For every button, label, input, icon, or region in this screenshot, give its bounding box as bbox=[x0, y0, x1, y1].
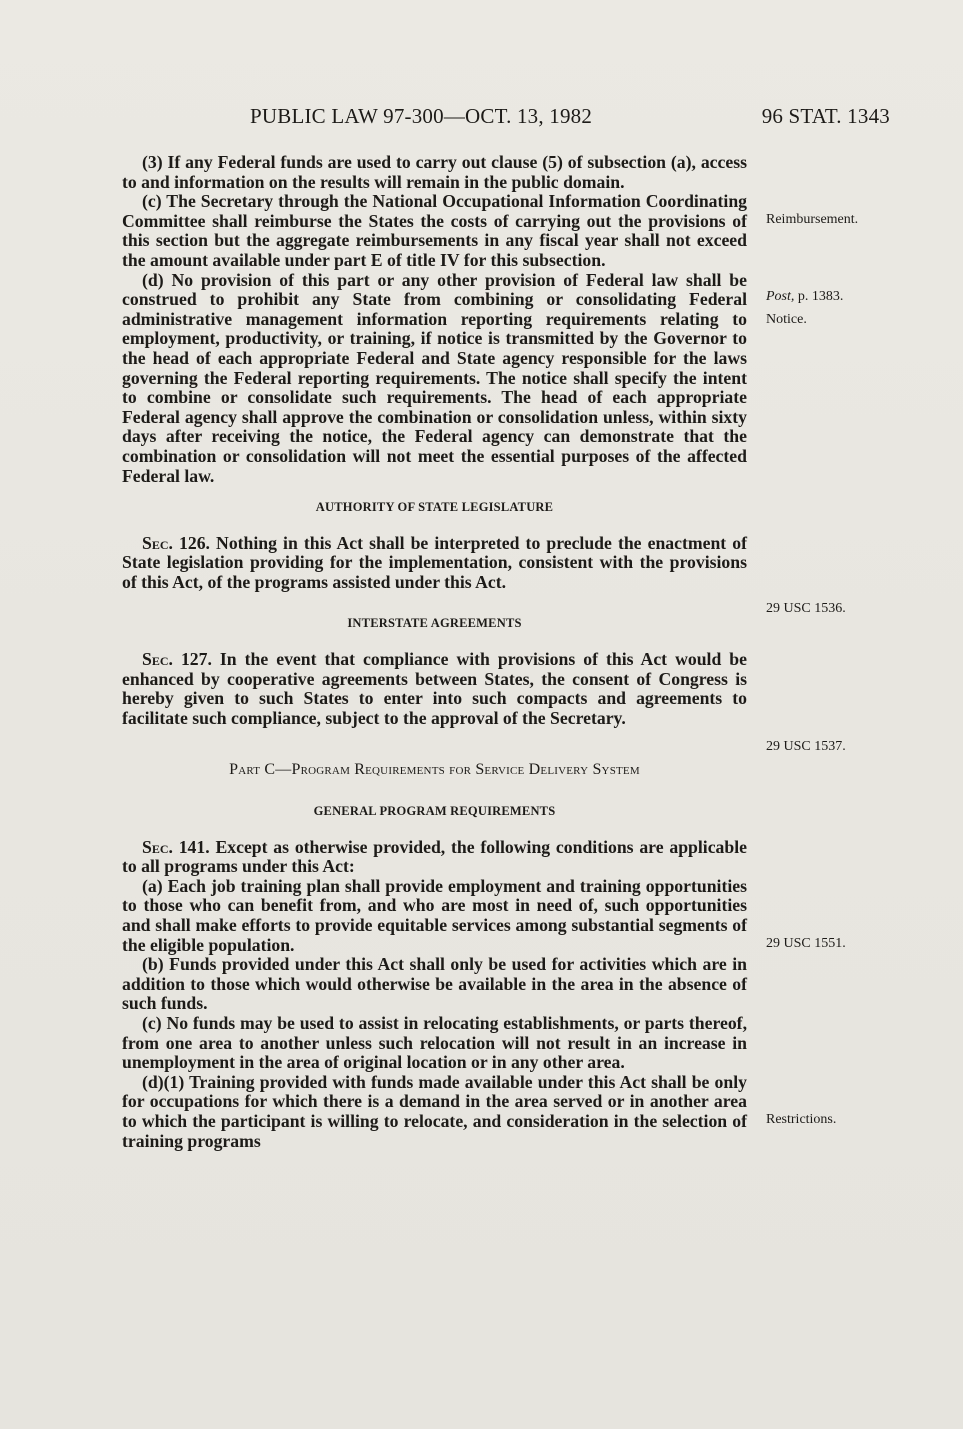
section-141-label: Sec. 141. bbox=[142, 836, 210, 857]
header-title: PUBLIC LAW 97-300—OCT. 13, 1982 bbox=[250, 104, 593, 128]
margin-note-post-label: Post, bbox=[766, 289, 795, 304]
paragraph-b: (b) Funds provided under this Act shall only be used for activities which are in addition to those which would otherwise be available in the area in the absence of such funds. bbox=[122, 954, 747, 1014]
paragraph-a: (a) Each job training plan shall provide employment and training opportunities to those who can benefit from, and who are most in need of, such opportunities and shall make efforts to provide equitable services among substantial segments of the eligible population. bbox=[122, 875, 747, 955]
paragraph-3: (3) If any Federal funds are used to carry out clause (5) of subsection (a), access to and information on the results will remain in the public domain. bbox=[122, 152, 747, 192]
section-126 bbox=[122, 534, 747, 593]
margin-note-restrictions: Restrictions. bbox=[766, 1112, 837, 1127]
part-c-heading bbox=[122, 760, 747, 780]
section-127-text: In the event that compliance with provisions of this Act would be enhanced by cooperative agreements between States, the consent of Congress is hereby given to such States to enter into such compacts and agreements to facilitate such compliance, subject to the approval of the Secretary. bbox=[122, 649, 747, 728]
margin-note-29-usc-1536: 29 USC 1536. bbox=[766, 601, 846, 616]
section-126-label: Sec. 126. bbox=[142, 532, 210, 553]
header-stat-page: 96 STAT. 1343 bbox=[761, 104, 890, 128]
section-127 bbox=[122, 650, 747, 728]
paragraph-c-restrictions: (c) No funds may be used to assist in relocating establishments, or parts thereof, from one area to another unless such relocation will not result in an increase in unemployment in the area of original location or in any other area. bbox=[122, 1012, 747, 1073]
margin-note-29-usc-1537: 29 USC 1537. bbox=[766, 739, 846, 754]
margin-note-reimbursement: Reimbursement. bbox=[766, 212, 859, 227]
section-141-text: Except as otherwise provided, the following conditions are applicable to all programs under this Act: bbox=[122, 836, 747, 877]
document-body bbox=[122, 153, 747, 1151]
heading-interstate-agreements: INTERSTATE AGREEMENTS bbox=[347, 616, 522, 631]
paragraph-d1-training: (d)(1) Training provided with funds made available under this Act shall be only for occupations for which there is a demand in the area served or in another area to which the participant is willing to relocate, and consideration in the selection of training programs bbox=[122, 1071, 747, 1151]
margin-note-29-usc-1551: 29 USC 1551. bbox=[766, 936, 846, 951]
heading-general-program-requirements: GENERAL PROGRAM REQUIREMENTS bbox=[313, 804, 556, 819]
section-127-label: Sec. 127. bbox=[142, 649, 212, 670]
heading-authority-state-legislature: AUTHORITY OF STATE LEGISLATURE bbox=[315, 500, 554, 515]
page-header bbox=[250, 104, 890, 134]
margin-note-post-page: p. 1383. bbox=[794, 289, 844, 304]
section-141 bbox=[122, 838, 747, 877]
part-c-heading-text: Part C—Program Requirements for Service Delivery System bbox=[229, 761, 640, 779]
section-126-text: Nothing in this Act shall be interpreted to preclude the enactment of State legislation providing for the implementation, consistent with the provisions of this Act, of the programs assisted under this Act. bbox=[122, 532, 747, 592]
margin-note-post bbox=[766, 289, 843, 305]
paragraph-d-notice: (d) No provision of this part or any other provision of Federal law shall be construed to prohibit any State from combining or consolidating Federal administrative management information reporting requirements relating to employment, productivity, or training, if notice is transmitted by the Governor to the head of each appropriate Federal and State agency responsible for the laws governing the Federal reporting requirements. The notice shall specify the intent to combine or consolidate such requirements. The head of each appropriate Federal agency shall approve the combination or consolidation unless, within sixty days after receiving the notice, the Federal agency can demonstrate that the combination or consolidation will not meet the essential purposes of the affected Federal law. bbox=[122, 269, 747, 486]
margin-note-notice: Notice. bbox=[766, 312, 807, 327]
paragraph-c-reimbursement: (c) The Secretary through the National Occupational Information Coordinating Committee shall reimburse the States the costs of carrying out the provisions of this section but the aggregate reimbursements in any fiscal year shall not exceed the amount available under part E of title IV for this subsection. bbox=[122, 191, 747, 270]
